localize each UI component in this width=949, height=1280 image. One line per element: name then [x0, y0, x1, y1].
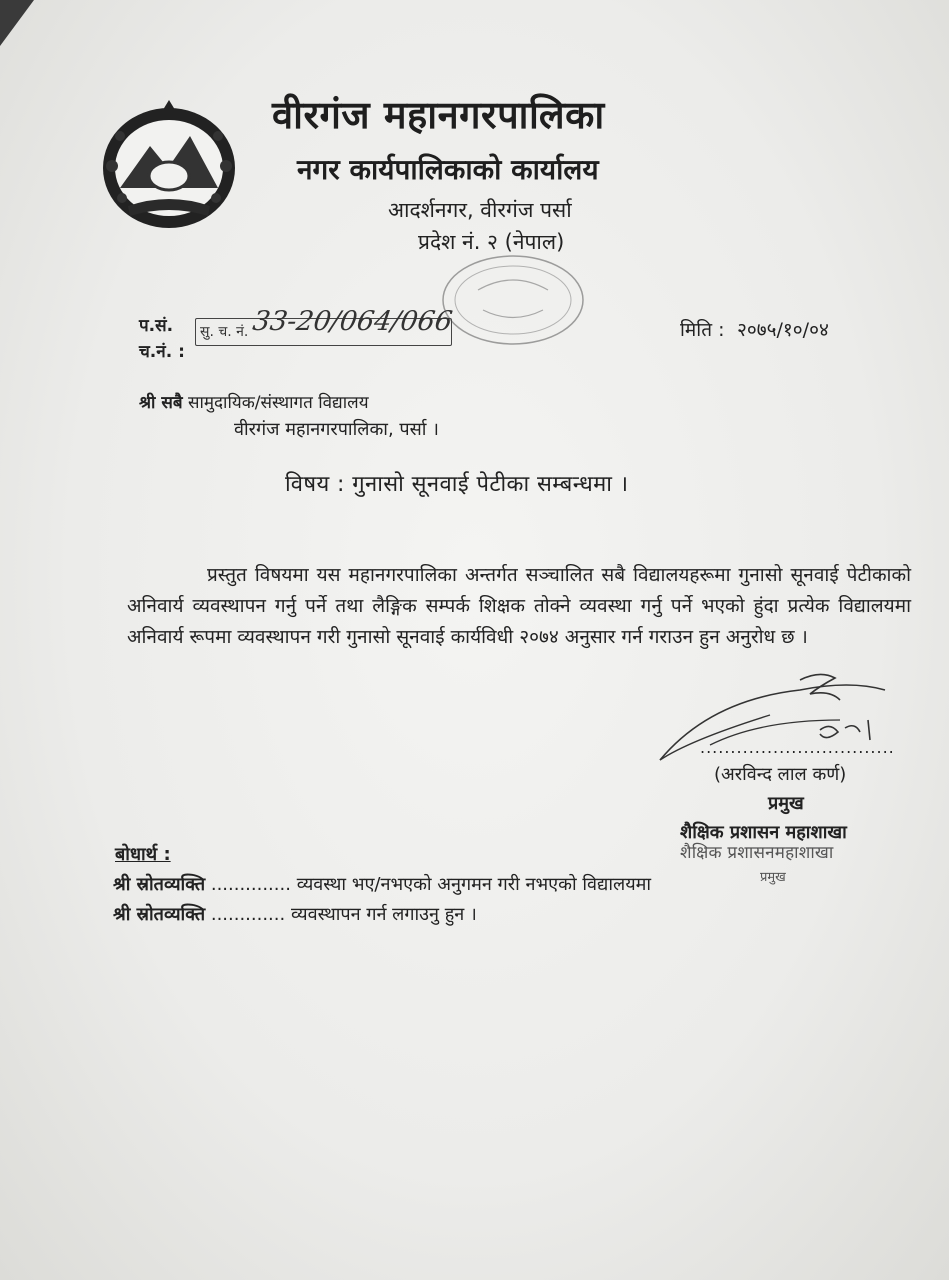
cc-instruction: व्यवस्था भए/नभएको अनुगमन गरी नभएको विद्यालयमा: [296, 874, 652, 895]
recipient-line-1: [139, 390, 369, 413]
letterhead-address: आदर्शनगर, वीरगंज पर्सा: [388, 198, 572, 222]
recipient-schools: सामुदायिक/संस्थागत विद्यालय: [182, 393, 369, 413]
reference-ps-label: प.सं.: [139, 316, 174, 336]
cc-dots: ..............: [210, 874, 291, 895]
page-corner-shadow: [0, 0, 34, 46]
signatory-name: (अरविन्द लाल कर्ण): [714, 764, 847, 785]
recipient-prefix: श्री सबै: [139, 393, 183, 413]
reference-stamp-prefix: सु. च. नं.: [200, 324, 249, 340]
nepal-emblem-logo: [98, 96, 240, 234]
reference-cn-label: च.नं. :: [139, 342, 185, 362]
letter-subject: विषय : गुनासो सूनवाई पेटीका सम्बन्धमा ।: [285, 472, 629, 497]
recipient-line-2: वीरगंज महानगरपालिका, पर्सा ।: [234, 419, 439, 440]
cc-line-2: [113, 902, 477, 926]
cc-line-1: [113, 872, 651, 896]
date-label: मिति :: [680, 319, 725, 341]
signature-dotted-line: ................................: [700, 738, 895, 757]
letter-body-paragraph: प्रस्तुत विषयमा यस महानगरपालिका अन्तर्गत सञ्चालित सबै विद्यालयहरूमा गुनासो सूनवाई पेटीकाको अनिवार्य व्यवस्थापन गर्नु पर्ने तथा लैङ्गिक सम्पर्क शिक्षक तोक्ने व्यवस्था गर्नु पर्ने भएको हुंदा प्रत्येक विद्यालयमा अनिवार्य रूपमा व्यवस्थापन गरी गुनासो सूनवाई कार्यविधी २०७४ अनुसार गर्न गराउन हुन अनुरोध छ ।: [127, 564, 911, 648]
letterhead-office: नगर कार्यपालिकाको कार्यालय: [297, 153, 599, 186]
signatory-department: शैक्षिक प्रशासन महाशाखा: [680, 822, 847, 843]
signatory-role: प्रमुख: [768, 793, 804, 814]
date-value: २०७५/१०/०४: [737, 319, 829, 341]
cc-recipient: श्री स्रोतव्यक्ति: [113, 874, 206, 895]
overlapping-stamp-text: प्रमुख: [760, 870, 786, 885]
office-stamp-seal: [438, 250, 588, 350]
reference-handwritten-number: 33-20/064/066: [250, 306, 455, 337]
letterhead-province: प्रदेश नं. २ (नेपाल): [418, 230, 565, 254]
cc-heading: बोधार्थ :: [115, 844, 171, 865]
cc-dots: .............: [210, 904, 286, 925]
cc-recipient: श्री स्रोतव्यक्ति: [113, 904, 206, 925]
department-stamp-text: शैक्षिक प्रशासनमहाशाखा: [680, 843, 834, 863]
cc-instruction: व्यवस्थापन गर्न लगाउनु हुन ।: [290, 904, 477, 925]
letterhead-title: वीरगंज महानगरपालिका: [272, 93, 605, 137]
